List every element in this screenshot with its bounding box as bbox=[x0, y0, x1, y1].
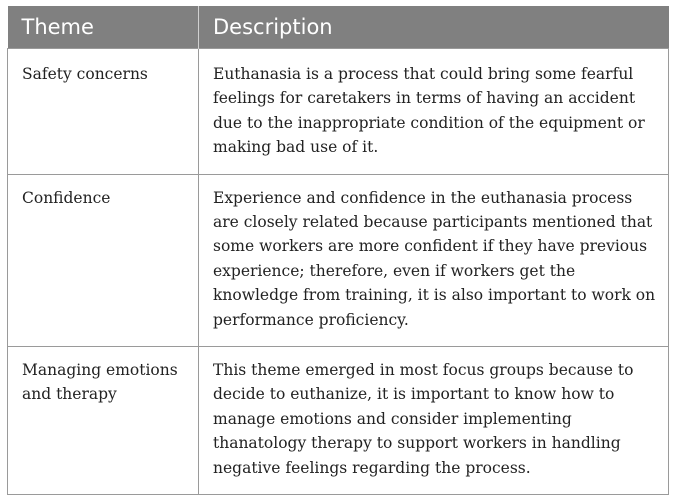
table-row bbox=[8, 174, 669, 346]
description-cell: This theme emerged in most focus groups because to decide to euthanize, it is important to know how to manage emotions and consider implementing thanatology therapy to support workers in handling negative feelings regarding the process. bbox=[199, 347, 669, 495]
theme-cell: Confidence bbox=[8, 174, 199, 346]
header-description: Description bbox=[199, 6, 669, 49]
header-row bbox=[8, 6, 669, 49]
table-row bbox=[8, 347, 669, 495]
theme-cell: Safety concerns bbox=[8, 49, 199, 175]
table-row bbox=[8, 49, 669, 175]
description-cell: Euthanasia is a process that could bring some fearful feelings for caretakers in terms of having an accident due to the inappropriate condition of the equipment or making bad use of it. bbox=[199, 49, 669, 175]
table-header bbox=[8, 6, 669, 49]
table-body bbox=[8, 49, 669, 495]
themes-table bbox=[7, 6, 669, 495]
description-cell: Experience and confidence in the euthanasia process are closely related because participants mentioned that some workers are more confident if they have previous experience; therefore, even if workers get the knowledge from training, it is also important to work on performance proficiency. bbox=[199, 174, 669, 346]
header-theme: Theme bbox=[8, 6, 199, 49]
theme-cell: Managing emotions and therapy bbox=[8, 347, 199, 495]
